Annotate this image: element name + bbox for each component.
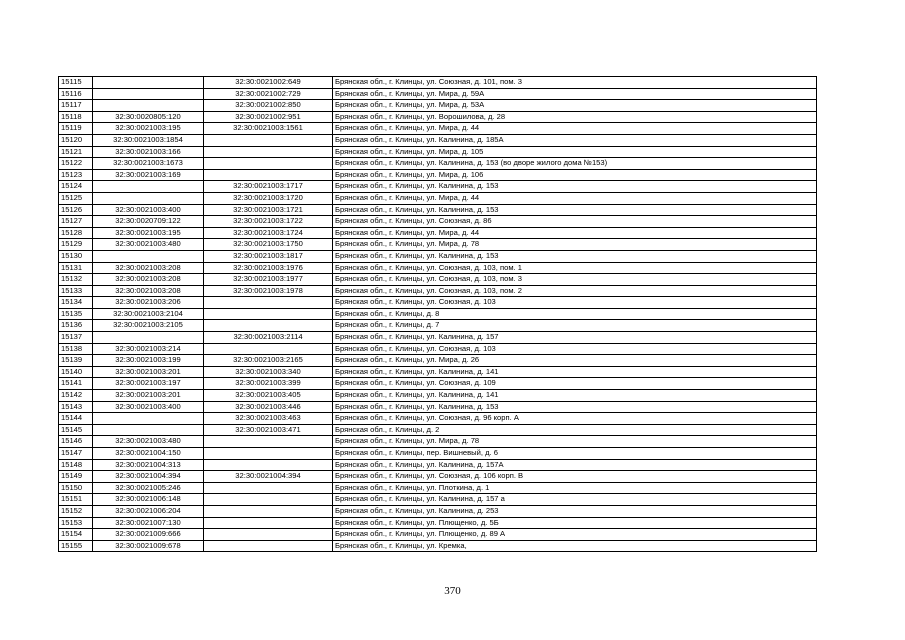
- table-row: [59, 134, 817, 146]
- object-cadastral-number-cell: [204, 146, 333, 158]
- table-row: [59, 204, 817, 216]
- table-row: [59, 111, 817, 123]
- table-row: [59, 239, 817, 251]
- table-row: [59, 297, 817, 309]
- table-row: [59, 332, 817, 344]
- object-cadastral-number-cell: 32:30:0021003:1722: [204, 216, 333, 228]
- address-cell: Брянская обл., г. Клинцы, ул. Мира, д. 44: [333, 192, 817, 204]
- row-number-cell: 15143: [59, 401, 93, 413]
- address-cell: Брянская обл., г. Клинцы, ул. Мира, д. 78: [333, 436, 817, 448]
- object-cadastral-number-cell: 32:30:0021003:340: [204, 366, 333, 378]
- row-number-cell: 15137: [59, 332, 93, 344]
- object-cadastral-number-cell: 32:30:0021004:394: [204, 471, 333, 483]
- object-cadastral-number-cell: [204, 517, 333, 529]
- table-row: [59, 459, 817, 471]
- table-row: [59, 88, 817, 100]
- table-row: [59, 123, 817, 135]
- row-number-cell: 15138: [59, 343, 93, 355]
- row-number-cell: 15133: [59, 285, 93, 297]
- table-row: [59, 494, 817, 506]
- land-cadastral-number-cell: [93, 192, 204, 204]
- row-number-cell: 15127: [59, 216, 93, 228]
- address-cell: Брянская обл., г. Клинцы, ул. Калинина, д. 157: [333, 332, 817, 344]
- row-number-cell: 15124: [59, 181, 93, 193]
- address-cell: Брянская обл., г. Клинцы, ул. Союзная, д. 106 корп. В: [333, 471, 817, 483]
- page-number: 370: [444, 585, 461, 597]
- land-cadastral-number-cell: 32:30:0021003:214: [93, 343, 204, 355]
- table-row: [59, 285, 817, 297]
- row-number-cell: 15140: [59, 366, 93, 378]
- table-row: [59, 216, 817, 228]
- address-cell: Брянская обл., г. Клинцы, ул. Мира, д. 105: [333, 146, 817, 158]
- table-row: [59, 192, 817, 204]
- table-row: [59, 158, 817, 170]
- row-number-cell: 15125: [59, 192, 93, 204]
- land-cadastral-number-cell: 32:30:0020709:122: [93, 216, 204, 228]
- table-row: [59, 378, 817, 390]
- land-cadastral-number-cell: [93, 413, 204, 425]
- object-cadastral-number-cell: [204, 308, 333, 320]
- address-cell: Брянская обл., г. Клинцы, ул. Союзная, д. 103, пом. 2: [333, 285, 817, 297]
- object-cadastral-number-cell: [204, 320, 333, 332]
- land-cadastral-number-cell: [93, 181, 204, 193]
- address-cell: Брянская обл., г. Клинцы, ул. Калинина, д. 141: [333, 390, 817, 402]
- table-row: [59, 448, 817, 460]
- table-row: [59, 413, 817, 425]
- table-row: [59, 181, 817, 193]
- address-cell: Брянская обл., г. Клинцы, ул. Калинина, д. 253: [333, 505, 817, 517]
- object-cadastral-number-cell: [204, 459, 333, 471]
- row-number-cell: 15115: [59, 77, 93, 89]
- land-cadastral-number-cell: 32:30:0021003:400: [93, 401, 204, 413]
- row-number-cell: 15146: [59, 436, 93, 448]
- address-cell: Брянская обл., г. Клинцы, ул. Союзная, д. 109: [333, 378, 817, 390]
- object-cadastral-number-cell: [204, 529, 333, 541]
- row-number-cell: 15149: [59, 471, 93, 483]
- address-cell: Брянская обл., г. Клинцы, ул. Мира, д. 78: [333, 239, 817, 251]
- land-cadastral-number-cell: 32:30:0021004:313: [93, 459, 204, 471]
- address-cell: Брянская обл., г. Клинцы, ул. Плоткина, д. 1: [333, 482, 817, 494]
- land-cadastral-number-cell: 32:30:0021003:2104: [93, 308, 204, 320]
- address-cell: Брянская обл., г. Клинцы, ул. Калинина, д. 185А: [333, 134, 817, 146]
- address-cell: Брянская обл., г. Клинцы, ул. Союзная, д. 96 корп. А: [333, 413, 817, 425]
- address-cell: Брянская обл., г. Клинцы, д. 2: [333, 424, 817, 436]
- land-cadastral-number-cell: 32:30:0021003:206: [93, 297, 204, 309]
- table-row: [59, 262, 817, 274]
- land-cadastral-number-cell: 32:30:0021009:666: [93, 529, 204, 541]
- table-row: [59, 424, 817, 436]
- object-cadastral-number-cell: 32:30:0021003:2165: [204, 355, 333, 367]
- table-row: [59, 436, 817, 448]
- object-cadastral-number-cell: 32:30:0021003:399: [204, 378, 333, 390]
- land-cadastral-number-cell: 32:30:0021003:480: [93, 239, 204, 251]
- land-cadastral-number-cell: 32:30:0021003:195: [93, 123, 204, 135]
- address-cell: Брянская обл., г. Клинцы, ул. Плющенко, д. 89 А: [333, 529, 817, 541]
- table-row: [59, 343, 817, 355]
- row-number-cell: 15141: [59, 378, 93, 390]
- land-cadastral-number-cell: 32:30:0021003:195: [93, 227, 204, 239]
- land-cadastral-number-cell: 32:30:0021006:148: [93, 494, 204, 506]
- row-number-cell: 15116: [59, 88, 93, 100]
- land-cadastral-number-cell: 32:30:0021003:201: [93, 390, 204, 402]
- row-number-cell: 15150: [59, 482, 93, 494]
- table-row: [59, 471, 817, 483]
- row-number-cell: 15120: [59, 134, 93, 146]
- address-cell: Брянская обл., г. Клинцы, д. 7: [333, 320, 817, 332]
- land-cadastral-number-cell: 32:30:0021003:166: [93, 146, 204, 158]
- table-row: [59, 505, 817, 517]
- land-cadastral-number-cell: 32:30:0021003:169: [93, 169, 204, 181]
- registry-table: [58, 76, 817, 552]
- object-cadastral-number-cell: 32:30:0021002:729: [204, 88, 333, 100]
- object-cadastral-number-cell: 32:30:0021003:1720: [204, 192, 333, 204]
- land-cadastral-number-cell: 32:30:0021003:2105: [93, 320, 204, 332]
- land-cadastral-number-cell: 32:30:0021003:197: [93, 378, 204, 390]
- row-number-cell: 15151: [59, 494, 93, 506]
- row-number-cell: 15148: [59, 459, 93, 471]
- row-number-cell: 15139: [59, 355, 93, 367]
- object-cadastral-number-cell: 32:30:0021003:1724: [204, 227, 333, 239]
- row-number-cell: 15154: [59, 529, 93, 541]
- address-cell: Брянская обл., г. Клинцы, пер. Вишневый, д. 6: [333, 448, 817, 460]
- land-cadastral-number-cell: [93, 250, 204, 262]
- row-number-cell: 15142: [59, 390, 93, 402]
- address-cell: Брянская обл., г. Клинцы, ул. Мира, д. 59А: [333, 88, 817, 100]
- object-cadastral-number-cell: [204, 436, 333, 448]
- row-number-cell: 15118: [59, 111, 93, 123]
- table-row: [59, 308, 817, 320]
- table-row: [59, 320, 817, 332]
- registry-table-body: [59, 77, 817, 552]
- object-cadastral-number-cell: 32:30:0021003:2114: [204, 332, 333, 344]
- row-number-cell: 15145: [59, 424, 93, 436]
- table-row: [59, 482, 817, 494]
- address-cell: Брянская обл., г. Клинцы, ул. Калинина, д. 153: [333, 401, 817, 413]
- land-cadastral-number-cell: [93, 332, 204, 344]
- land-cadastral-number-cell: 32:30:0021003:208: [93, 262, 204, 274]
- object-cadastral-number-cell: [204, 158, 333, 170]
- object-cadastral-number-cell: 32:30:0021003:446: [204, 401, 333, 413]
- table-row: [59, 540, 817, 552]
- object-cadastral-number-cell: 32:30:0021003:1717: [204, 181, 333, 193]
- land-cadastral-number-cell: [93, 100, 204, 112]
- land-cadastral-number-cell: 32:30:0021003:400: [93, 204, 204, 216]
- land-cadastral-number-cell: 32:30:0021003:480: [93, 436, 204, 448]
- row-number-cell: 15135: [59, 308, 93, 320]
- row-number-cell: 15136: [59, 320, 93, 332]
- land-cadastral-number-cell: [93, 77, 204, 89]
- address-cell: Брянская обл., г. Клинцы, ул. Кремка,: [333, 540, 817, 552]
- land-cadastral-number-cell: [93, 424, 204, 436]
- object-cadastral-number-cell: [204, 343, 333, 355]
- address-cell: Брянская обл., г. Клинцы, ул. Союзная, д. 103: [333, 343, 817, 355]
- address-cell: Брянская обл., г. Клинцы, ул. Плющенко, д. 5Б: [333, 517, 817, 529]
- table-row: [59, 100, 817, 112]
- object-cadastral-number-cell: 32:30:0021002:850: [204, 100, 333, 112]
- object-cadastral-number-cell: 32:30:0021003:1750: [204, 239, 333, 251]
- object-cadastral-number-cell: 32:30:0021002:649: [204, 77, 333, 89]
- row-number-cell: 15121: [59, 146, 93, 158]
- table-row: [59, 274, 817, 286]
- land-cadastral-number-cell: 32:30:0021004:394: [93, 471, 204, 483]
- object-cadastral-number-cell: [204, 494, 333, 506]
- object-cadastral-number-cell: [204, 448, 333, 460]
- address-cell: Брянская обл., г. Клинцы, ул. Союзная, д. 103, пом. 3: [333, 274, 817, 286]
- table-row: [59, 390, 817, 402]
- table-row: [59, 146, 817, 158]
- object-cadastral-number-cell: 32:30:0021003:1976: [204, 262, 333, 274]
- address-cell: Брянская обл., г. Клинцы, ул. Калинина, д. 153 (во дворе жилого дома №153): [333, 158, 817, 170]
- object-cadastral-number-cell: 32:30:0021002:951: [204, 111, 333, 123]
- row-number-cell: 15152: [59, 505, 93, 517]
- row-number-cell: 15126: [59, 204, 93, 216]
- address-cell: Брянская обл., г. Клинцы, ул. Мира, д. 44: [333, 227, 817, 239]
- row-number-cell: 15130: [59, 250, 93, 262]
- table-row: [59, 77, 817, 89]
- address-cell: Брянская обл., г. Клинцы, ул. Ворошилова, д. 28: [333, 111, 817, 123]
- row-number-cell: 15117: [59, 100, 93, 112]
- address-cell: Брянская обл., г. Клинцы, ул. Мира, д. 44: [333, 123, 817, 135]
- row-number-cell: 15134: [59, 297, 93, 309]
- row-number-cell: 15132: [59, 274, 93, 286]
- land-cadastral-number-cell: 32:30:0021003:1673: [93, 158, 204, 170]
- object-cadastral-number-cell: [204, 297, 333, 309]
- object-cadastral-number-cell: 32:30:0021003:463: [204, 413, 333, 425]
- address-cell: Брянская обл., г. Клинцы, ул. Союзная, д. 103, пом. 1: [333, 262, 817, 274]
- address-cell: Брянская обл., г. Клинцы, ул. Калинина, д. 141: [333, 366, 817, 378]
- object-cadastral-number-cell: [204, 482, 333, 494]
- object-cadastral-number-cell: 32:30:0021003:1721: [204, 204, 333, 216]
- table-row: [59, 169, 817, 181]
- object-cadastral-number-cell: 32:30:0021003:1978: [204, 285, 333, 297]
- row-number-cell: 15119: [59, 123, 93, 135]
- table-row: [59, 517, 817, 529]
- object-cadastral-number-cell: 32:30:0021003:1817: [204, 250, 333, 262]
- object-cadastral-number-cell: [204, 505, 333, 517]
- address-cell: Брянская обл., г. Клинцы, ул. Союзная, д. 86: [333, 216, 817, 228]
- object-cadastral-number-cell: 32:30:0021003:1561: [204, 123, 333, 135]
- object-cadastral-number-cell: 32:30:0021003:471: [204, 424, 333, 436]
- land-cadastral-number-cell: 32:30:0021003:201: [93, 366, 204, 378]
- address-cell: Брянская обл., г. Клинцы, д. 8: [333, 308, 817, 320]
- row-number-cell: 15147: [59, 448, 93, 460]
- land-cadastral-number-cell: 32:30:0021004:150: [93, 448, 204, 460]
- table-row: [59, 529, 817, 541]
- row-number-cell: 15144: [59, 413, 93, 425]
- land-cadastral-number-cell: 32:30:0021009:678: [93, 540, 204, 552]
- table-row: [59, 250, 817, 262]
- land-cadastral-number-cell: 32:30:0021007:130: [93, 517, 204, 529]
- land-cadastral-number-cell: 32:30:0021006:204: [93, 505, 204, 517]
- address-cell: Брянская обл., г. Клинцы, ул. Калинина, д. 157А: [333, 459, 817, 471]
- address-cell: Брянская обл., г. Клинцы, ул. Союзная, д. 103: [333, 297, 817, 309]
- address-cell: Брянская обл., г. Клинцы, ул. Калинина, д. 153: [333, 181, 817, 193]
- land-cadastral-number-cell: [93, 88, 204, 100]
- object-cadastral-number-cell: 32:30:0021003:1977: [204, 274, 333, 286]
- object-cadastral-number-cell: [204, 540, 333, 552]
- land-cadastral-number-cell: 32:30:0021005:246: [93, 482, 204, 494]
- address-cell: Брянская обл., г. Клинцы, ул. Калинина, д. 153: [333, 204, 817, 216]
- table-row: [59, 366, 817, 378]
- row-number-cell: 15153: [59, 517, 93, 529]
- address-cell: Брянская обл., г. Клинцы, ул. Мира, д. 106: [333, 169, 817, 181]
- table-row: [59, 401, 817, 413]
- land-cadastral-number-cell: 32:30:0021003:208: [93, 285, 204, 297]
- row-number-cell: 15131: [59, 262, 93, 274]
- address-cell: Брянская обл., г. Клинцы, ул. Калинина, д. 157 а: [333, 494, 817, 506]
- row-number-cell: 15155: [59, 540, 93, 552]
- row-number-cell: 15129: [59, 239, 93, 251]
- object-cadastral-number-cell: [204, 134, 333, 146]
- address-cell: Брянская обл., г. Клинцы, ул. Мира, д. 26: [333, 355, 817, 367]
- address-cell: Брянская обл., г. Клинцы, ул. Калинина, д. 153: [333, 250, 817, 262]
- address-cell: Брянская обл., г. Клинцы, ул. Мира, д. 53А: [333, 100, 817, 112]
- row-number-cell: 15123: [59, 169, 93, 181]
- object-cadastral-number-cell: 32:30:0021003:405: [204, 390, 333, 402]
- object-cadastral-number-cell: [204, 169, 333, 181]
- table-row: [59, 227, 817, 239]
- land-cadastral-number-cell: 32:30:0020805:120: [93, 111, 204, 123]
- row-number-cell: 15122: [59, 158, 93, 170]
- land-cadastral-number-cell: 32:30:0021003:208: [93, 274, 204, 286]
- table-row: [59, 355, 817, 367]
- land-cadastral-number-cell: 32:30:0021003:1854: [93, 134, 204, 146]
- address-cell: Брянская обл., г. Клинцы, ул. Союзная, д. 101, пом. 3: [333, 77, 817, 89]
- land-cadastral-number-cell: 32:30:0021003:199: [93, 355, 204, 367]
- row-number-cell: 15128: [59, 227, 93, 239]
